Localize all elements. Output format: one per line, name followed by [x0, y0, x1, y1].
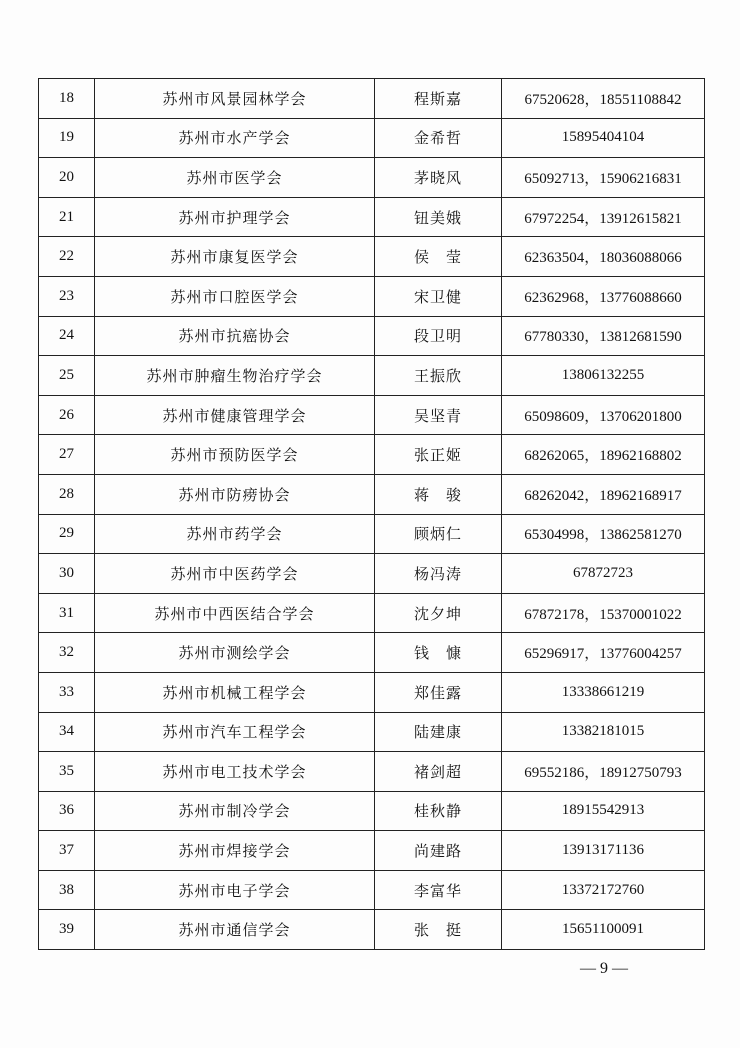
organization-name: 苏州市水产学会 — [95, 118, 375, 158]
table-row — [39, 870, 705, 910]
contact-person: 钮美娥 — [375, 197, 502, 237]
contact-phone: 18915542913 — [502, 791, 705, 831]
table-row — [39, 554, 705, 594]
row-number: 28 — [39, 474, 95, 514]
contact-phone: 67780330，13812681590 — [502, 316, 705, 356]
row-number: 31 — [39, 593, 95, 633]
organization-name: 苏州市汽车工程学会 — [95, 712, 375, 752]
row-number: 26 — [39, 395, 95, 435]
contact-table — [38, 78, 705, 950]
contact-person: 侯 莹 — [375, 237, 502, 277]
table-row — [39, 435, 705, 475]
row-number: 38 — [39, 870, 95, 910]
row-number: 30 — [39, 554, 95, 594]
contact-person: 段卫明 — [375, 316, 502, 356]
contact-phone: 13382181015 — [502, 712, 705, 752]
table-row — [39, 276, 705, 316]
organization-name: 苏州市电子学会 — [95, 870, 375, 910]
organization-name: 苏州市电工技术学会 — [95, 752, 375, 792]
page-number: — 9 — — [580, 960, 628, 977]
contact-phone: 65296917，13776004257 — [502, 633, 705, 673]
row-number: 18 — [39, 79, 95, 119]
table-row — [39, 514, 705, 554]
contact-person: 茅晓风 — [375, 158, 502, 198]
contact-person: 陆建康 — [375, 712, 502, 752]
contact-person: 沈夕坤 — [375, 593, 502, 633]
contact-phone: 13338661219 — [502, 672, 705, 712]
row-number: 24 — [39, 316, 95, 356]
table-row — [39, 791, 705, 831]
contact-person: 宋卫健 — [375, 276, 502, 316]
row-number: 29 — [39, 514, 95, 554]
contact-phone: 13913171136 — [502, 831, 705, 871]
row-number: 19 — [39, 118, 95, 158]
row-number: 20 — [39, 158, 95, 198]
contact-person: 郑佳露 — [375, 672, 502, 712]
contact-phone: 68262065，18962168802 — [502, 435, 705, 475]
organization-name: 苏州市焊接学会 — [95, 831, 375, 871]
organization-name: 苏州市制冷学会 — [95, 791, 375, 831]
contact-phone: 62363504，18036088066 — [502, 237, 705, 277]
table-row — [39, 356, 705, 396]
row-number: 27 — [39, 435, 95, 475]
contact-phone: 13806132255 — [502, 356, 705, 396]
contact-table-body — [39, 79, 705, 950]
row-number: 37 — [39, 831, 95, 871]
row-number: 35 — [39, 752, 95, 792]
contact-person: 桂秋静 — [375, 791, 502, 831]
contact-phone: 15651100091 — [502, 910, 705, 950]
contact-person: 张正姬 — [375, 435, 502, 475]
organization-name: 苏州市通信学会 — [95, 910, 375, 950]
contact-person: 王振欣 — [375, 356, 502, 396]
row-number: 39 — [39, 910, 95, 950]
organization-name: 苏州市中医药学会 — [95, 554, 375, 594]
contact-person: 吴坚青 — [375, 395, 502, 435]
contact-person: 杨冯涛 — [375, 554, 502, 594]
organization-name: 苏州市药学会 — [95, 514, 375, 554]
table-row — [39, 118, 705, 158]
organization-name: 苏州市康复医学会 — [95, 237, 375, 277]
contact-phone: 15895404104 — [502, 118, 705, 158]
organization-name: 苏州市预防医学会 — [95, 435, 375, 475]
contact-phone: 69552186，18912750793 — [502, 752, 705, 792]
organization-name: 苏州市测绘学会 — [95, 633, 375, 673]
table-row — [39, 672, 705, 712]
table-row — [39, 158, 705, 198]
organization-name: 苏州市抗癌协会 — [95, 316, 375, 356]
contact-phone: 65092713，15906216831 — [502, 158, 705, 198]
contact-person: 褚剑超 — [375, 752, 502, 792]
row-number: 36 — [39, 791, 95, 831]
organization-name: 苏州市中西医结合学会 — [95, 593, 375, 633]
row-number: 21 — [39, 197, 95, 237]
contact-phone: 13372172760 — [502, 870, 705, 910]
row-number: 33 — [39, 672, 95, 712]
organization-name: 苏州市肿瘤生物治疗学会 — [95, 356, 375, 396]
contact-person: 程斯嘉 — [375, 79, 502, 119]
table-row — [39, 910, 705, 950]
contact-person: 李富华 — [375, 870, 502, 910]
contact-person: 钱 慷 — [375, 633, 502, 673]
contact-phone: 67520628，18551108842 — [502, 79, 705, 119]
table-row — [39, 237, 705, 277]
contact-phone: 68262042，18962168917 — [502, 474, 705, 514]
contact-person: 蒋 骏 — [375, 474, 502, 514]
contact-person: 顾炳仁 — [375, 514, 502, 554]
organization-name: 苏州市口腔医学会 — [95, 276, 375, 316]
table-row — [39, 316, 705, 356]
contact-phone: 67972254，13912615821 — [502, 197, 705, 237]
contact-person: 金希哲 — [375, 118, 502, 158]
organization-name: 苏州市机械工程学会 — [95, 672, 375, 712]
contact-phone: 62362968，13776088660 — [502, 276, 705, 316]
row-number: 34 — [39, 712, 95, 752]
row-number: 32 — [39, 633, 95, 673]
organization-name: 苏州市风景园林学会 — [95, 79, 375, 119]
contact-phone: 65304998，13862581270 — [502, 514, 705, 554]
row-number: 25 — [39, 356, 95, 396]
table-row — [39, 712, 705, 752]
table-row — [39, 752, 705, 792]
row-number: 23 — [39, 276, 95, 316]
organization-name: 苏州市防痨协会 — [95, 474, 375, 514]
table-row — [39, 474, 705, 514]
contact-phone: 67872178，15370001022 — [502, 593, 705, 633]
table-row — [39, 593, 705, 633]
table-row — [39, 197, 705, 237]
organization-name: 苏州市健康管理学会 — [95, 395, 375, 435]
organization-name: 苏州市护理学会 — [95, 197, 375, 237]
contact-phone: 67872723 — [502, 554, 705, 594]
table-row — [39, 395, 705, 435]
contact-person: 尚建路 — [375, 831, 502, 871]
row-number: 22 — [39, 237, 95, 277]
organization-name: 苏州市医学会 — [95, 158, 375, 198]
contact-phone: 65098609，13706201800 — [502, 395, 705, 435]
table-row — [39, 831, 705, 871]
table-row — [39, 633, 705, 673]
table-row — [39, 79, 705, 119]
contact-person: 张 挺 — [375, 910, 502, 950]
